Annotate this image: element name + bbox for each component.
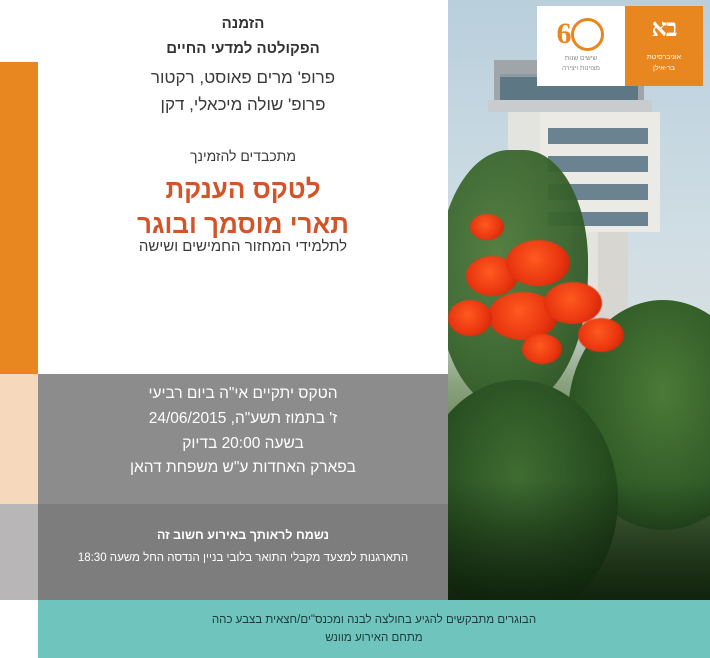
bar-ilan-mark: בא bbox=[651, 16, 677, 42]
photo-flame-tree-blossom bbox=[578, 318, 624, 352]
ceremony-title-line2: תארי מוסמך ובוגר bbox=[137, 209, 349, 240]
dress-code-line2: מתחם האירוע מוונש bbox=[325, 631, 423, 644]
university-logo bbox=[537, 6, 703, 86]
event-location: בפארק האחדות ע"ש משפחת דהאן bbox=[130, 459, 356, 477]
dress-code-text bbox=[38, 612, 710, 648]
ceremony-subtitle: לתלמידי המחזור החמישים ושישה bbox=[138, 238, 348, 255]
closing-message: נשמח לראותך באירוע חשוב זה bbox=[156, 528, 330, 542]
campus-photo bbox=[448, 0, 710, 600]
event-day: הטקס יתקיים אי"ה ביום רביעי bbox=[148, 385, 338, 402]
photo-flame-tree-blossom bbox=[506, 240, 570, 286]
photo-foreground-shadow bbox=[448, 480, 710, 600]
dress-code-line1: הבוגרים מתבקשים להגיע בחולצה לבנה ומכנס"ים/חצאית בצבע כהה bbox=[211, 614, 537, 626]
assembly-note: התארגנות למצעד מקבלי התואר בלובי בניין הנדסה החל משעה 18:30 bbox=[77, 552, 409, 564]
photo-building-window bbox=[548, 128, 648, 144]
side-strip-orange bbox=[0, 62, 38, 374]
photo-flame-tree-blossom bbox=[544, 282, 602, 324]
photo-building-eave bbox=[488, 100, 652, 112]
ceremony-title bbox=[38, 172, 448, 242]
photo-flame-tree-blossom bbox=[448, 300, 492, 336]
ceremony-title-line1: לטקס הענקת bbox=[165, 174, 321, 204]
event-date: ז' בתמוז תשע"ה, 24/06/2015 bbox=[148, 409, 338, 427]
photo-flame-tree-blossom bbox=[470, 214, 504, 240]
anniversary-digit: 6 bbox=[556, 17, 570, 50]
anniversary-caption-line2: מצוינות ויצירה bbox=[562, 64, 600, 72]
bar-ilan-name bbox=[625, 52, 703, 74]
invite-intro: מתכבדים להזמינך bbox=[190, 148, 296, 164]
anniversary-caption bbox=[537, 54, 625, 74]
bar-ilan-logo bbox=[625, 6, 703, 86]
officials-block bbox=[38, 64, 448, 118]
bar-ilan-name-line1: אוניברסיטת bbox=[646, 54, 682, 61]
document-header bbox=[38, 12, 448, 62]
side-strip-white-bottom bbox=[0, 600, 38, 658]
official-rector: פרופ' מרים פאוסט, רקטור bbox=[150, 68, 336, 87]
event-time: בשעה 20:00 בדיוק bbox=[182, 434, 304, 452]
photo-building-window bbox=[548, 156, 648, 172]
official-dean: פרופ' שולה מיכאלי, דקן bbox=[160, 95, 326, 115]
event-details bbox=[38, 382, 448, 481]
side-strip-peach bbox=[0, 374, 38, 504]
anniversary-caption-line1: שישים שנות bbox=[564, 55, 598, 62]
anniversary-logo bbox=[537, 6, 625, 86]
side-strip-gray bbox=[0, 504, 38, 600]
header-invitation-word: הזמנה bbox=[221, 15, 265, 32]
header-faculty-name: הפקולטה למדעי החיים bbox=[166, 39, 320, 57]
anniversary-number bbox=[547, 14, 613, 54]
side-strip-white-top bbox=[0, 0, 38, 62]
photo-flame-tree-blossom bbox=[522, 334, 562, 364]
anniversary-ring-icon bbox=[571, 18, 604, 51]
bar-ilan-name-line2: בר-אילן bbox=[653, 65, 675, 73]
